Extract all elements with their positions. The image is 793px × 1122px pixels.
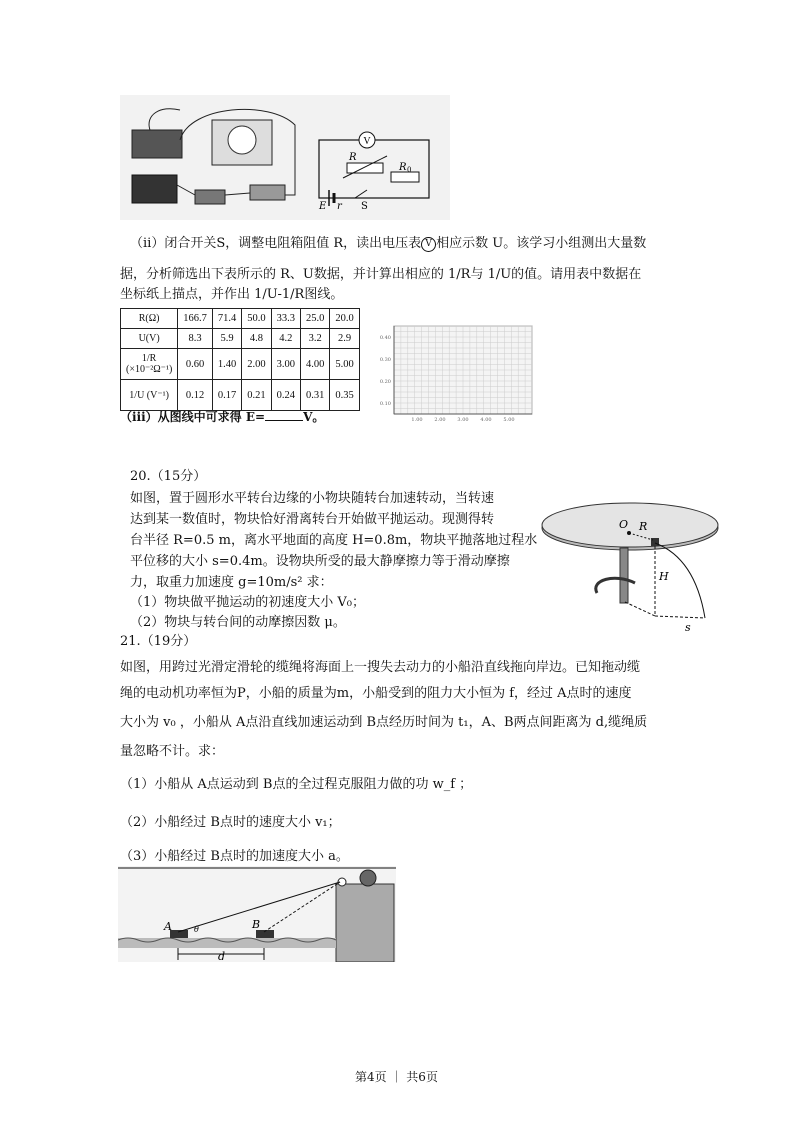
q21-sub3: （3）小船经过 B点时的加速度大小 a。 [120,849,349,864]
table-row [121,329,360,349]
q20-sub2: （2）物块与转台间的动摩擦因数 μ。 [130,615,346,630]
q21-line1: 如图，用跨过光滑定滑轮的缆绳将海面上一搜失去动力的小船沿直线拖向岸边。已知拖动缆 [120,660,641,675]
table-cell: 71.4 [212,309,241,329]
label-B: B [252,918,261,931]
data-table [120,308,360,411]
table-row-header: 1/U (V⁻¹) [121,380,178,411]
x-tick-label: 1.00 [411,417,423,423]
table-cell: 3.2 [301,329,330,349]
y-tick-label: 0.20 [379,379,391,385]
turntable-figure [535,498,725,633]
emf-label: E [319,201,327,210]
table-cell: 50.0 [242,309,271,329]
resistor-R0-label: R [399,162,407,173]
y-tick-label: 0.30 [379,357,391,363]
answer-blank-E[interactable] [265,408,303,421]
y-tick-label: 0.40 [379,335,391,341]
circuit-diagram [315,128,435,210]
table-cell: 0.17 [212,380,241,411]
q19-step-iii: （ⅲ）从图线中可求得 E= V。 [120,410,325,424]
table-cell: 5.9 [212,329,241,349]
q20-line: 达到某一数值时，物块恰好滑离转台开始做平抛运动。现测得转 [130,512,495,527]
q20-line: 台半径 R=0.5 m，离水平地面的高度 H=0.8m，物块平抛落地过程水 [130,533,538,548]
resistor-R0-sub: 0 [407,166,412,174]
internal-r-label: r [337,201,342,210]
table-cell: 4.00 [301,349,330,380]
y-tick-label: 0.10 [379,401,391,407]
q20-body [130,488,537,633]
resistor-R-label: R [349,152,357,163]
x-tick-label: 3.00 [457,417,469,423]
table-cell: 2.00 [242,349,271,380]
graph-paper [372,318,537,428]
x-tick-label: 5.00 [503,417,515,423]
table-cell: 0.24 [271,380,300,411]
q19-step-ii-line3: 坐标纸上描点，并作出 1/U-1/R图线。 [120,287,344,302]
voltmeter-symbol: V [363,136,371,147]
q21-sub2: （2）小船经过 B点时的速度大小 v₁； [120,815,341,830]
table-cell: 4.8 [242,329,271,349]
q21-sub1: （1）小船从 A点运动到 B点的全过程克服阻力做的功 w_f ； [120,777,473,792]
table-cell: 0.60 [178,349,213,380]
table-cell: 5.00 [330,349,359,380]
page-footer: 第4页 ｜ 共6页 [355,1070,438,1084]
q20-title: 20.（15分） [130,469,207,484]
data-table-wrapper [120,308,360,411]
label-theta: θ [194,925,199,934]
table-cell: 20.0 [330,309,359,329]
table-cell: 33.3 [271,309,300,329]
label-O: O [619,518,629,531]
table-row [121,349,360,380]
table-row-header: R(Ω) [121,309,178,329]
voltmeter-icon: V [421,237,436,252]
label-A: A [164,920,172,933]
table-row-header: U(V) [121,329,178,349]
boat-figure [118,866,396,962]
table-cell: 1.40 [212,349,241,380]
q21-line4: 量忽略不计。求： [120,744,225,759]
x-tick-label: 4.00 [480,417,492,423]
switch-label: S [361,201,368,210]
table-cell: 0.12 [178,380,213,411]
q20-line: 平位移的大小 s=0.4m。设物块所受的最大静摩擦力等于滑动摩擦 [130,554,510,569]
table-row [121,380,360,411]
q19-step-ii-line1: （ⅱ）闭合开关S，调整电阻箱阻值 R，读出电压表 V 相应示数 U。该学习小组测出大量数 [130,236,647,251]
x-tick-label: 2.00 [434,417,446,423]
table-cell: 8.3 [178,329,213,349]
table-cell: 0.31 [301,380,330,411]
q20-line: 如图，置于圆形水平转台边缘的小物块随转台加速转动，当转速 [130,491,495,506]
q21-title: 21.（19分） [120,634,197,649]
q21-line3: 大小为 v₀ ，小船从 A点沿直线加速运动到 B点经历时间为 t₁，A、B两点间距离为 d,缆绳质 [120,715,648,730]
label-R: R [639,520,648,533]
table-cell: 0.35 [330,380,359,411]
label-s: s [685,621,691,633]
table-cell: 3.00 [271,349,300,380]
table-cell: 0.21 [242,380,271,411]
table-cell: 2.9 [330,329,359,349]
table-cell: 166.7 [178,309,213,329]
table-row-header: 1/R (×10⁻²Ω⁻¹) [121,349,178,380]
q20-sub1: （1）物块做平抛运动的初速度大小 V₀； [130,595,366,610]
table-cell: 4.2 [271,329,300,349]
label-H: H [659,570,669,583]
q19-step-ii-line2: 据，分析筛选出下表所示的 R、U数据，并计算出相应的 1/R与 1/U的值。请用表中数据在 [120,267,642,282]
table-cell: 25.0 [301,309,330,329]
q21-line2: 绳的电动机功率恒为P，小船的质量为m，小船受到的阻力大小恒为 f，经过 A点时的速度 [120,686,632,701]
table-row [121,309,360,329]
label-d: d [218,950,226,962]
q20-line: 力，取重力加速度 g=10m/s² 求： [130,575,333,590]
